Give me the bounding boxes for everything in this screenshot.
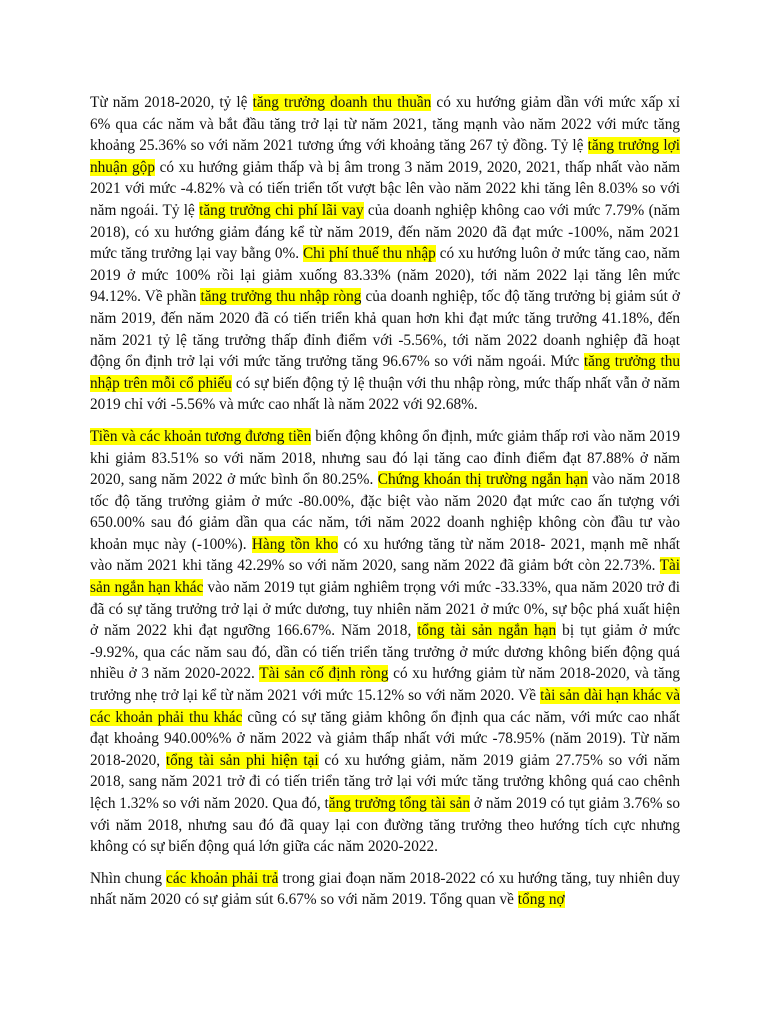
text-run: Từ năm 2018-2020, tỷ lệ: [90, 94, 253, 111]
highlighted-term: Tài sản ngắn hạn khác: [90, 557, 680, 597]
paragraph: [90, 868, 680, 911]
highlighted-term: ăng trưởng tổng tài sản: [328, 795, 471, 812]
highlighted-term: tăng trưởng lợi nhuận gộp: [90, 137, 680, 176]
highlighted-term: tổng tài sản phi hiện tại: [165, 751, 319, 769]
text-run: có xu hướng giảm, năm 2019 giảm 27.75% so với năm 2018, sang năm 2021 trở đi có tiến triển tăng trở lại với mức tăng trưởng không quá cao chênh lệch 1.32% so với năm 2020. Qua đó, t: [90, 751, 681, 812]
highlighted-term: tăng trưởng thu nhập trên mỗi cổ phiếu: [90, 353, 680, 392]
text-run: có sự biến động tỷ lệ thuận với thu nhập ròng, mức thấp nhất vẫn ở năm 2019 chỉ với -5.56% và mức cao nhất là năm 2022 với 92.68%.: [90, 374, 680, 414]
highlighted-term: Tài sản cố định ròng: [259, 665, 389, 683]
highlighted-term: Hàng tồn kho: [251, 535, 339, 553]
text-run: của doanh nghiệp, tốc độ tăng trưởng bị giảm sút ở năm 2019, đến năm 2020 đã có tiến triển khả quan hơn khi đạt mức tăng trưởng 41.18%, đến năm 2021 tỷ lệ tăng trưởng thấp đỉnh điểm với -5.56%, tới năm 2022 doanh nghiệp đã hoạt động ổn định trở lại với mức tăng trưởng tăng 96.67% so với năm ngoái. Mức: [90, 288, 680, 371]
highlighted-term: tăng trưởng thu nhập ròng: [200, 288, 362, 306]
text-run: có xu hướng giảm từ năm 2018-2020, và tăng trưởng nhẹ trở lại kể từ năm 2021 với mức 15.12% so với năm 2020. Về: [90, 665, 680, 705]
text-run: trong giai đoạn năm 2018-2022 có xu hướng tăng, tuy nhiên duy nhất năm 2020 có sự giảm sút 6.67% so với năm 2019. Tổng quan về: [90, 869, 680, 909]
highlighted-term: Tiền và các khoản tương đương tiền: [90, 427, 312, 445]
paragraph: [90, 92, 680, 416]
highlighted-term: các khoản phải trả: [166, 869, 279, 887]
highlighted-term: Chi phí thuế thu nhập: [302, 245, 436, 263]
text-run: vào năm 2019 tụt giảm nghiêm trọng với mức -33.33%, qua năm 2020 trở đi đã có sự tăng trưởng trở lại ở mức dương, tuy nhiên năm 2021 ở mức 0%, sự bộc phá xuất hiện ở năm 2022 khi đạt ngưỡng 166.67%. Năm 2018,: [90, 579, 680, 640]
text-run: có xu hướng giảm dần với mức xấp xỉ 6% qua các năm và bắt đầu tăng trở lại từ năm 2021, tăng mạnh vào năm 2022 với mức tăng khoảng 25.36% so với năm 2021 tương ứng với khoảng tăng 267 tỷ đồng. Tỷ lệ: [90, 94, 680, 155]
highlighted-term: tổng nợ: [517, 891, 565, 909]
text-run: biến động không ổn định, mức giảm thấp rơi vào năm 2019 khi giảm 83.51% so với năm 2018, nhưng sau đó lại tăng cao đỉnh điểm đạt 87.88% ở năm 2020, sang năm 2022 ở mức bình ổn 80.25%.: [90, 427, 681, 489]
text-run: có xu hướng giảm thấp và bị âm trong 3 năm 2019, 2020, 2021, thấp nhất vào năm 2021 với mức -4.82% và có tiến triển tốt vượt bậc lên vào năm 2022 khi tăng lên 8.03% so với năm ngoái. Tỷ lệ: [90, 158, 681, 219]
paragraph: [90, 426, 680, 858]
highlighted-term: Chứng khoán thị trường ngắn hạn: [377, 471, 588, 489]
highlighted-term: tổng tài sản ngắn hạn: [417, 622, 557, 640]
highlighted-term: tài sản dài hạn khác và các khoản phải thu khác: [90, 687, 681, 726]
text-run: Nhìn chung: [90, 869, 167, 887]
text-run: có xu hướng tăng từ năm 2018- 2021, mạnh mẽ nhất vào năm 2021 khi tăng 42.29% so với năm 2020, sang năm 2022 đã giảm bớt còn 22.73%.: [90, 535, 680, 575]
highlighted-term: tăng trưởng chi phí lãi vay: [199, 201, 364, 219]
text-run: bị tụt giảm ở mức -9.92%, qua các năm sau đó, dần có tiến triển tăng trưởng ở mức dương không biến động quá nhiều ở 3 năm 2020-2022.: [90, 622, 681, 683]
text-run: cũng có sự tăng giảm không ổn định qua các năm, với mức cao nhất đạt khoảng 940.00%% ở năm 2022 và giảm thấp nhất với mức -78.95% (năm 2019). Từ năm 2018-2020,: [90, 708, 680, 769]
text-run: có xu hướng luôn ở mức tăng cao, năm 2019 ở mức 100% rồi lại giảm xuống 83.33% (năm 2020), tới năm 2022 lại tăng lên mức 94.12%. Về phần: [90, 245, 680, 306]
text-run: vào năm 2018 tốc độ tăng trưởng giảm ở mức -80.00%, đặc biệt vào năm 2020 đạt mức cao ấn tượng với 650.00% sau đó giảm dần qua các năm, tới năm 2022 doanh nghiệp không còn đầu tư vào khoản mục này (-100%).: [90, 471, 680, 553]
text-run: ở năm 2019 có tụt giảm 3.76% so với năm 2018, nhưng sau đó đã quay lại con đường tăng trưởng theo hướng tích cực nhưng không có sự biến động quá lớn giữa các năm 2020-2022.: [90, 795, 680, 856]
highlighted-term: tăng trưởng doanh thu thuần: [252, 94, 432, 111]
text-run: của doanh nghiệp không cao với mức 7.79% (năm 2018), có xu hướng giảm đáng kể từ năm 2019, đến năm 2020 đã đạt mức -100%, năm 2021 mức tăng trưởng lại vay bằng 0%.: [90, 201, 680, 263]
